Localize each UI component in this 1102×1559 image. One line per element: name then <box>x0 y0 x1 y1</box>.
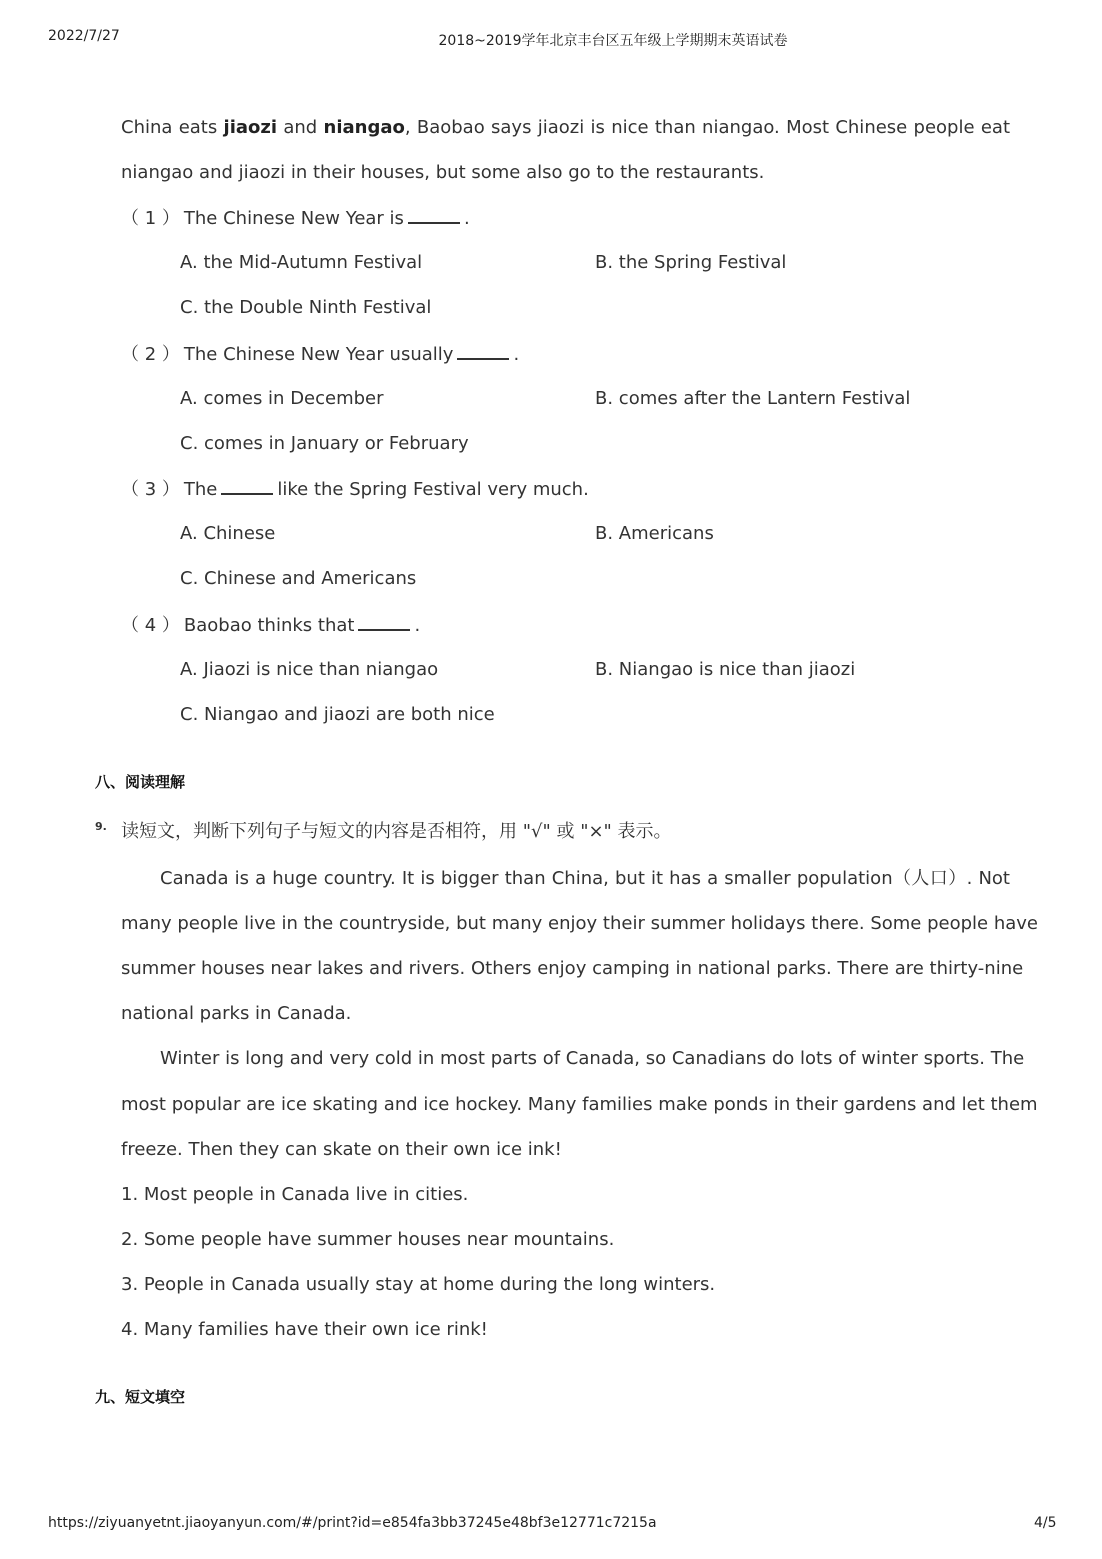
keyword-jiaozi: jiaozi <box>223 117 278 138</box>
answer-blank <box>457 342 509 360</box>
question-number: （ 1 ） <box>121 208 180 229</box>
passage-line: most popular are ice skating and ice hockey. Many families make ponds in their gardens and let them <box>121 1094 1038 1115</box>
keyword-niangao: niangao <box>323 117 405 138</box>
option-c: C. Niangao and jiaozi are both nice <box>180 704 495 725</box>
option-c: C. Chinese and Americans <box>180 568 417 589</box>
question-1-stem: （ 1 ） The Chinese New Year is . <box>121 208 470 229</box>
page-number: 4/5 <box>1034 1515 1057 1531</box>
question-number: 9. <box>95 820 107 833</box>
statement: 3. People in Canada usually stay at home during the long winters. <box>121 1274 716 1295</box>
statement: 1. Most people in Canada live in cities. <box>121 1184 469 1205</box>
passage-line: summer houses near lakes and rivers. Others enjoy camping in national parks. There are thirty-nine <box>121 958 1024 979</box>
option-a: A. comes in December <box>180 388 384 409</box>
print-date: 2022/7/27 <box>48 28 120 44</box>
option-a: A. the Mid-Autumn Festival <box>180 252 423 273</box>
option-c: C. the Double Ninth Festival <box>180 297 432 318</box>
question-4-stem: （ 4 ） Baobao thinks that . <box>121 615 421 636</box>
option-c: C. comes in January or February <box>180 433 469 454</box>
instruction: 读短文，判断下列句子与短文的内容是否相符，用 "√" 或 "×" 表示。 <box>121 821 672 842</box>
option-b: B. the Spring Festival <box>595 252 787 273</box>
option-b: B. Niangao is nice than jiaozi <box>595 659 856 680</box>
question-number: （ 3 ） <box>121 479 180 500</box>
passage-line-2: niangao and jiaozi in their houses, but some also go to the restaurants. <box>121 162 765 183</box>
passage-line: Winter is long and very cold in most parts of Canada, so Canadians do lots of winter sports. The <box>160 1048 1025 1069</box>
statement: 2. Some people have summer houses near mountains. <box>121 1229 615 1250</box>
answer-blank <box>221 477 273 495</box>
passage-line-1: China eats jiaozi and niangao, Baobao says jiaozi is nice than niangao. Most Chinese people eat <box>121 117 1011 138</box>
passage-line: national parks in Canada. <box>121 1003 352 1024</box>
section-title-cloze: 九、短文填空 <box>95 1388 186 1406</box>
question-number: （ 4 ） <box>121 615 180 636</box>
page-url: https://ziyuanyetnt.jiaoyanyun.com/#/print?id=e854fa3bb37245e48bf3e12771c7215a <box>48 1515 657 1531</box>
statement: 4. Many families have their own ice rink! <box>121 1319 488 1340</box>
passage-line: many people live in the countryside, but many enjoy their summer holidays there. Some people have <box>121 913 1038 934</box>
option-a: A. Jiaozi is nice than niangao <box>180 659 439 680</box>
option-b: B. Americans <box>595 523 714 544</box>
passage-line: freeze. Then they can skate on their own ice ink! <box>121 1139 562 1160</box>
question-number: （ 2 ） <box>121 344 180 365</box>
question-3-stem: （ 3 ） The like the Spring Festival very much. <box>121 479 589 500</box>
passage-line: Canada is a huge country. It is bigger than China, but it has a smaller population（人口）. Not <box>160 868 1010 889</box>
document-title: 2018~2019学年北京丰台区五年级上学期期末英语试卷 <box>438 33 788 49</box>
section-title-reading: 八、阅读理解 <box>95 773 186 791</box>
answer-blank <box>358 613 410 631</box>
question-2-stem: （ 2 ） The Chinese New Year usually . <box>121 344 520 365</box>
answer-blank <box>408 206 460 224</box>
option-a: A. Chinese <box>180 523 276 544</box>
option-b: B. comes after the Lantern Festival <box>595 388 911 409</box>
